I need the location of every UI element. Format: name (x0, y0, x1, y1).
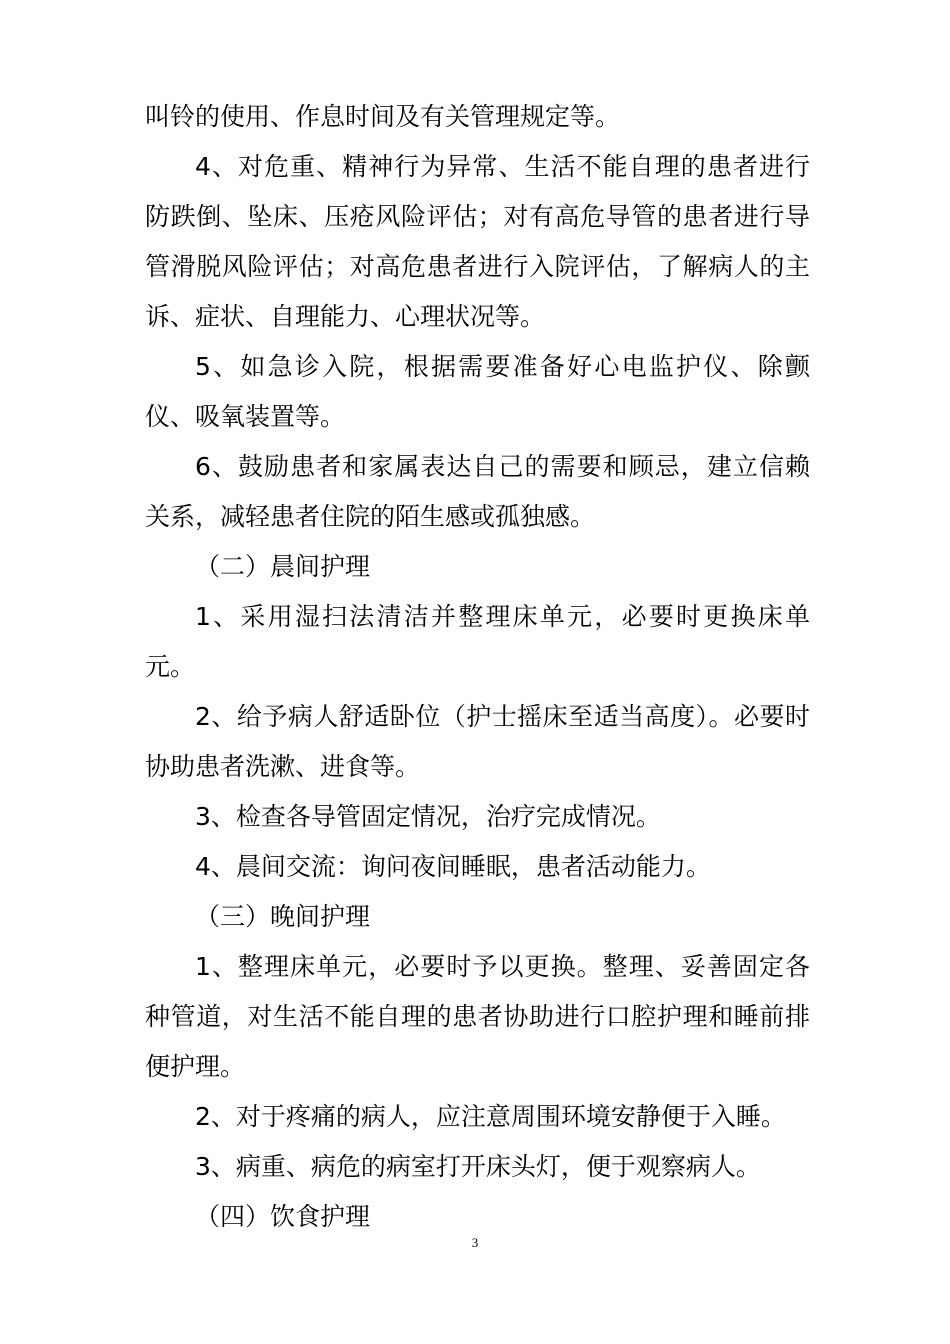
paragraph-morning-item-3: 3、检查各导管固定情况，治疗完成情况。 (195, 802, 661, 831)
paragraph-evening-item-2: 2、对于疼痛的病人，应注意周围环境安静便于入睡。 (195, 1102, 786, 1131)
paragraph-morning-item-1: 1、采用湿扫法清洁并整理床单元，必要时更换床单元。 (145, 602, 810, 681)
section-heading-diet-care: （四）饮食护理 (195, 1202, 371, 1231)
paragraph-item-6-trust-relationship: 6、鼓励患者和家属表达自己的需要和顾忌，建立信赖关系，减轻患者住院的陌生感或孤独感。 (145, 452, 810, 531)
paragraph-morning-item-4: 4、晨间交流：询问夜间睡眠，患者活动能力。 (195, 852, 711, 881)
paragraph-evening-item-3: 3、病重、病危的病室打开床头灯，便于观察病人。 (195, 1152, 761, 1181)
paragraph-item-5-emergency-admission: 5、如急诊入院，根据需要准备好心电监护仪、除颤仪、吸氧装置等。 (145, 352, 810, 431)
section-heading-evening-care: （三）晚间护理 (195, 902, 371, 931)
section-heading-morning-care: （二）晨间护理 (195, 552, 371, 581)
paragraph-evening-item-1: 1、整理床单元，必要时予以更换。整理、妥善固定各种管道，对生活不能自理的患者协助进行口腔护理和睡前排便护理。 (145, 952, 810, 1081)
document-body (145, 92, 810, 1242)
paragraph-continuation: 叫铃的使用、作息时间及有关管理规定等。 (145, 102, 621, 131)
page-number: 3 (471, 1235, 479, 1250)
paragraph-morning-item-2: 2、给予病人舒适卧位（护士摇床至适当高度）。必要时协助患者洗漱、进食等。 (145, 702, 810, 781)
paragraph-item-4-risk-assessment: 4、对危重、精神行为异常、生活不能自理的患者进行防跌倒、坠床、压疮风险评估；对有高危导管的患者进行导管滑脱风险评估；对高危患者进行入院评估，了解病人的主诉、症状、自理能力、心理状况等。 (145, 152, 810, 331)
